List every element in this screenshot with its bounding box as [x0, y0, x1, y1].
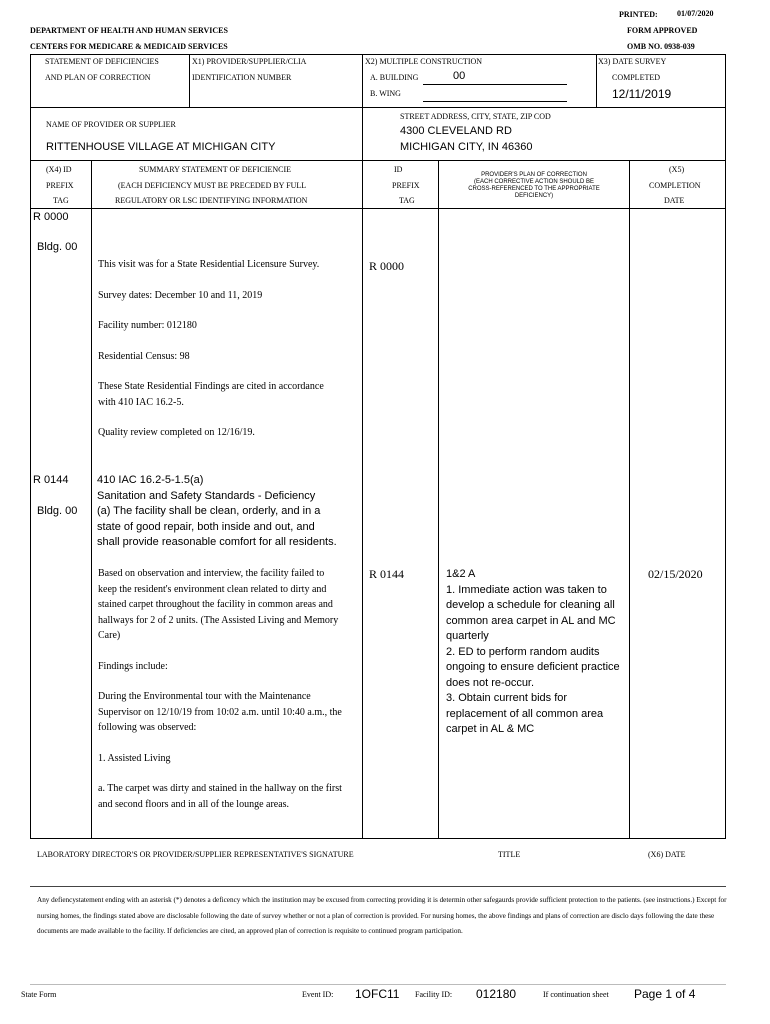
- findings-column: [98, 566, 343, 812]
- x5-header-line1: (X5): [669, 165, 685, 174]
- summary-header-line1: SUMMARY STATEMENT OF DEFICIENCIE: [139, 165, 292, 174]
- form-approved: FORM APPROVED: [627, 26, 698, 35]
- provider-name-label: NAME OF PROVIDER OR SUPPLIER: [46, 120, 176, 129]
- residential-census: Residential Census: 98: [98, 350, 190, 362]
- carpet-observation: a. The carpet was dirty and stained in the hallway on the first and second floors and in all of the lounge areas.: [98, 783, 342, 810]
- findings-cited: These State Residential Findings are cited in accordance with 410 IAC 16.2-5.: [98, 381, 324, 408]
- building-tag-2: Bldg. 00: [37, 505, 78, 517]
- summary-header-line2: (EACH DEFICIENCY MUST BE PRECEDED BY FULL: [118, 181, 307, 190]
- tag-r0144: R 0144: [33, 474, 69, 486]
- page-number: Page 1 of 4: [634, 987, 696, 1001]
- environmental-tour: During the Environmental tour with the Maintenance Supervisor on 12/10/19 from 10:02 a.m. until 10:40 a.m., the following was observed:: [98, 691, 342, 733]
- title-label: TITLE: [498, 850, 521, 859]
- agency-name: CENTERS FOR MEDICARE & MEDICAID SERVICES: [30, 42, 228, 51]
- facility-id: 012180: [476, 987, 517, 1001]
- address-label: STREET ADDRESS, CITY, STATE, ZIP COD: [400, 112, 551, 121]
- building-label: A. BUILDING: [370, 73, 419, 82]
- regulation-text: 410 IAC 16.2-5-1.5(a) Sanitation and Safety Standards - Deficiency (a) The facility shall be clean, orderly, and in a state of good repair, both inside and out, and shall provide reasonable comfort for all residents.: [97, 474, 337, 548]
- provider-id-label-line2: IDENTIFICATION NUMBER: [192, 73, 292, 82]
- facility-id-label: Facility ID:: [415, 990, 453, 999]
- event-id-label: Event ID:: [302, 990, 334, 999]
- plan-of-correction: 1&2 A 1. Immediate action was taken to develop a schedule for cleaning all common area carpet in AL and MC quarterly 2. ED to perform random audits ongoing to ensure deficient practice does not re-occur. 3. Obtain current bids for replacement of all common area carpet in AL & MC: [446, 568, 620, 735]
- survey-dates: Survey dates: December 10 and 11, 2019: [98, 289, 263, 301]
- completed-label: COMPLETED: [612, 73, 660, 82]
- findings-include: Findings include:: [98, 660, 168, 672]
- provider-name: RITTENHOUSE VILLAGE AT MICHIGAN CITY: [46, 141, 276, 153]
- facility-number: Facility number: 012180: [98, 320, 197, 331]
- multiple-construction-label: X2) MULTIPLE CONSTRUCTION: [365, 57, 483, 66]
- x5-header-line3: DATE: [664, 196, 685, 205]
- id-r0144: R 0144: [369, 567, 405, 581]
- signature-label: LABORATORY DIRECTOR'S OR PROVIDER/SUPPLIER REPRESENTATIVE'S SIGNATURE: [37, 850, 354, 859]
- x5-header-line2: COMPLETION: [649, 181, 701, 190]
- printed-date: 01/07/2020: [677, 9, 714, 18]
- visit-paragraph: This visit was for a State Residential Licensure Survey.: [98, 259, 320, 270]
- quality-review: Quality review completed on 12/16/19.: [98, 427, 255, 438]
- plan-header: PROVIDER'S PLAN OF CORRECTION (EACH CORRECTIVE ACTION SHOULD BE CROSS-REFERENCED TO THE APPROPRIATE DEFICIENCY): [468, 172, 600, 199]
- completion-date: 02/15/2020: [648, 567, 703, 581]
- address-city: MICHIGAN CITY, IN 46360: [400, 141, 533, 153]
- provider-id-label-line1: X1) PROVIDER/SUPPLIER/CLIA: [192, 57, 307, 66]
- omb-number: OMB NO. 0938-039: [627, 42, 695, 51]
- disclaimer: Any defiencystatement ending with an asterisk (*) denotes a deficency which the institution may be excused from correcting providing it is determin other safegaurds provide sufficient protection to the patients. (see instructions.) Except for nursing homes, the findings stated above are disclosable following the date of survey whether or not a plan of correction is provided. For nursing homes, the above findings and plans of correction are disclo days following the date these documents are made available to the facility. If deficiencies are cited, an approved plan of correction is requisite to continued program participation.: [37, 896, 727, 936]
- address-street: 4300 CLEVELAND RD: [400, 125, 512, 137]
- wing-label: B. WING: [370, 89, 401, 98]
- building-value: 00: [453, 70, 466, 82]
- summary-column: [98, 257, 343, 441]
- id-header-line2: PREFIX: [392, 181, 420, 190]
- survey-date: 12/11/2019: [612, 87, 672, 101]
- x4-header-line3: TAG: [53, 196, 69, 205]
- printed-label: PRINTED:: [619, 10, 658, 19]
- assisted-living-heading: 1. Assisted Living: [98, 752, 171, 764]
- event-id: 1OFC11: [355, 987, 400, 1001]
- date-survey-label: X3) DATE SURVEY: [598, 57, 667, 66]
- id-header-line1: ID: [394, 165, 403, 174]
- statement-label-line2: AND PLAN OF CORRECTION: [45, 73, 151, 82]
- x4-header-line2: PREFIX: [46, 181, 74, 190]
- id-r0000: R 0000: [369, 259, 405, 273]
- statement-label-line1: STATEMENT OF DEFICIENCIES: [45, 57, 159, 66]
- continuation-label: If continuation sheet: [543, 990, 609, 999]
- summary-header-line3: REGULATORY OR LSC IDENTIFYING INFORMATION: [115, 196, 308, 205]
- department-name: DEPARTMENT OF HEALTH AND HUMAN SERVICES: [30, 26, 228, 35]
- building-tag-1: Bldg. 00: [37, 241, 78, 253]
- observation-paragraph: Based on observation and interview, the facility failed to keep the resident's environment clean related to dirty and stained carpet throughout the facility in common areas and hallways for 2 of 2 units. (The Assisted Living and Memory Care): [98, 568, 339, 641]
- id-header-line3: TAG: [399, 196, 415, 205]
- date-label: (X6) DATE: [648, 850, 686, 859]
- x4-header-line1: (X4) ID: [46, 165, 72, 174]
- tag-r0000: R 0000: [33, 211, 69, 223]
- state-form-label: State Form: [21, 990, 57, 999]
